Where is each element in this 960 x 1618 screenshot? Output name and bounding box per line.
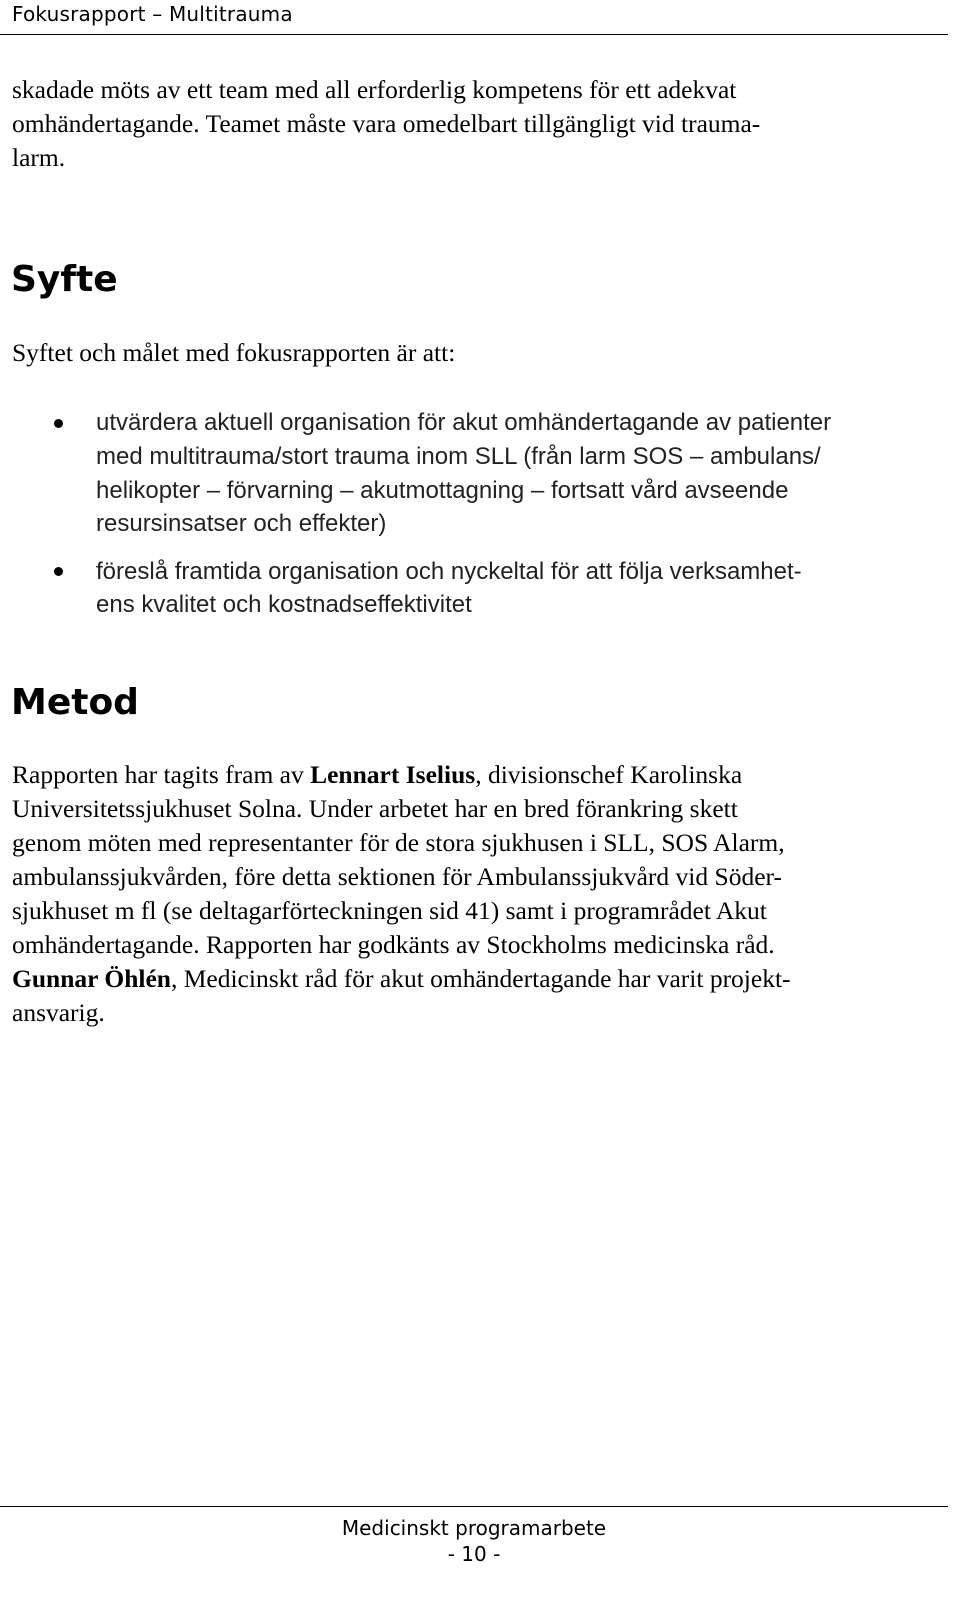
bullet-line: helikopter – förvarning – akutmottagning – fortsatt vård avseende (96, 477, 789, 504)
author-name: Lennart Iselius (310, 760, 476, 789)
bullet-line: resursinsatser och effekter) (96, 510, 387, 537)
metod-line: Universitetssjukhuset Solna. Under arbetet har en bred förankring skett (12, 794, 738, 823)
metod-text: , Medicinskt råd för akut omhändertagande har varit projekt- (170, 964, 791, 993)
bullet-icon (54, 567, 63, 576)
metod-heading: Metod (11, 682, 139, 723)
syfte-heading: Syfte (11, 259, 118, 300)
bullet-line: med multitrauma/stort trauma inom SLL (från larm SOS – ambulans/ (96, 443, 821, 470)
metod-line (12, 962, 791, 997)
page-header (0, 0, 948, 35)
metod-text: , divisionschef Karolinska (475, 760, 743, 789)
footer-title: Medicinskt programarbete (341, 1516, 607, 1540)
page-number: - 10 - (447, 1542, 501, 1566)
bullet-line: föreslå framtida organisation och nyckeltal för att följa verksamhet- (96, 558, 802, 585)
intro-line: skadade möts av ett team med all erforderlig kompetens för ett adekvat (12, 75, 737, 104)
page-footer (0, 1506, 948, 1507)
metod-line: ambulanssjukvården, före detta sektionen för Ambulanssjukvård vid Söder- (12, 862, 782, 891)
bullet-icon (54, 419, 63, 428)
metod-line: ansvarig. (12, 998, 105, 1027)
bullet-line: ens kvalitet och kostnadseffektivitet (96, 591, 472, 618)
bullet-line: utvärdera aktuell organisation för akut omhändertagande av patienter (96, 409, 832, 436)
metod-text: Rapporten har tagits fram av (12, 760, 311, 789)
syfte-lead: Syftet och målet med fokusrapporten är att: (12, 338, 456, 367)
metod-line (12, 758, 742, 793)
intro-line: omhändertagande. Teamet måste vara omedelbart tillgängligt vid trauma- (12, 109, 761, 138)
metod-line: genom möten med representanter för de stora sjukhusen i SLL, SOS Alarm, (12, 828, 785, 857)
intro-line: larm. (12, 143, 66, 172)
header-title: Fokusrapport – Multitrauma (12, 2, 293, 26)
metod-line: sjukhuset m fl (se deltagarförteckningen sid 41) samt i programrådet Akut (12, 896, 767, 925)
metod-line: omhändertagande. Rapporten har godkänts av Stockholms medicinska råd. (12, 930, 775, 959)
project-lead-name: Gunnar Öhlén (12, 964, 171, 993)
